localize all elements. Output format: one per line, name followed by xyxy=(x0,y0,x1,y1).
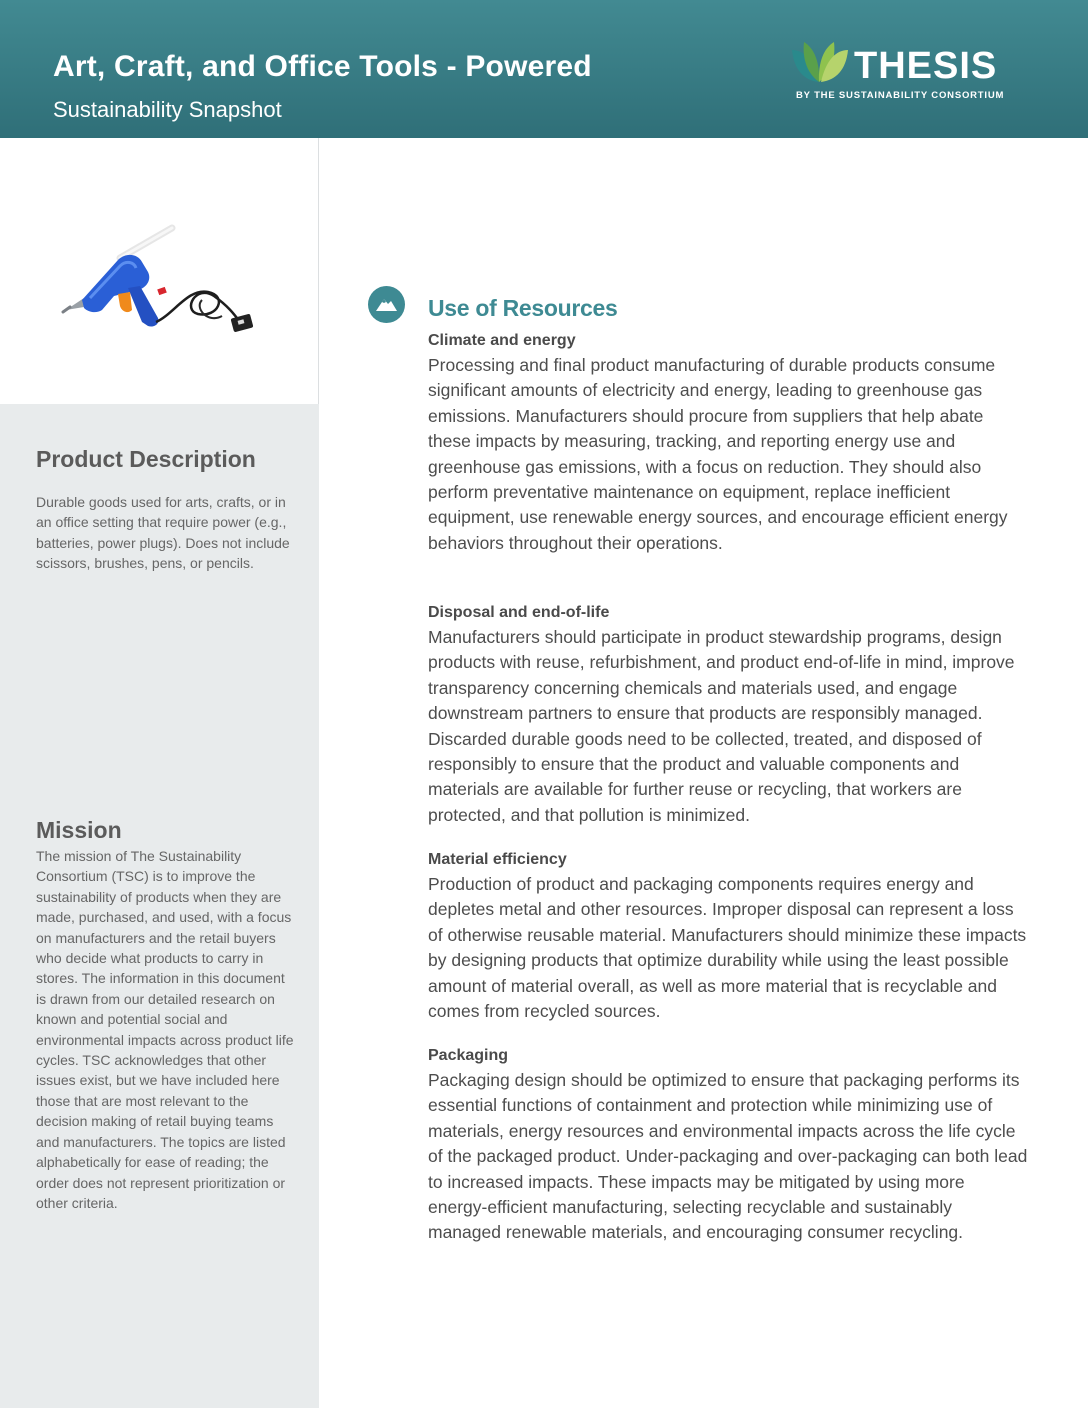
topic-heading: Disposal and end-of-life xyxy=(428,604,610,621)
topic-heading: Material efficiency xyxy=(428,851,567,868)
page-subtitle: Sustainability Snapshot xyxy=(53,97,282,122)
mountain-icon xyxy=(368,286,405,323)
hot-glue-gun-image xyxy=(58,218,258,348)
page-title: Art, Craft, and Office Tools - Powered xyxy=(53,50,592,83)
topic-climate-energy xyxy=(428,331,1028,556)
header-banner xyxy=(0,0,1088,138)
logo-tagline: BY THE SUSTAINABILITY CONSORTIUM xyxy=(796,90,1005,101)
mission-text: The mission of The Sustainability Consortium (TSC) is to improve the sustainability of products when they are made, purchased, and used, with a focus on manufacturers and the retail buyers who decide what products to carry in stores. The information in this document is drawn from our detailed research on known and potential social and environmental impacts across product life cycles. TSC acknowledges that other issues exist, but we have included here those that are most relevant to the decision making of retail buying teams and manufacturers. The topics are listed alphabetically for ease of reading; the order does not represent prioritization or other criteria. xyxy=(36,848,294,1211)
topic-heading: Packaging xyxy=(428,1047,509,1064)
product-description-text: Durable goods used for arts, crafts, or in an office setting that require power (e.g., batteries, power plugs). Does not include scissors, brushes, pens, or pencils. xyxy=(36,494,290,572)
topic-heading: Climate and energy xyxy=(428,332,576,349)
topic-body: Packaging design should be optimized to ensure that packaging performs its essential functions of containment and protection while minimizing use of materials, energy resources and environmental impacts across the life cycle of the packaged product. Under-packaging and over-packaging can both lead to increased impacts. These impacts may be mitigated by using more energy-efficient manufacturing, selecting recyclable and sustainably managed renewable materials, and encouraging consumer recycling. xyxy=(428,1070,1028,1243)
logo-wordmark: THESIS xyxy=(854,45,998,87)
topic-disposal xyxy=(428,603,1028,828)
topic-material-efficiency xyxy=(428,850,1028,1024)
column-divider xyxy=(318,138,319,404)
section-title: Use of Resources xyxy=(428,295,618,321)
topic-body: Production of product and packaging components requires energy and depletes metal and other resources. Improper disposal can represent a loss of otherwise reusable material. Manufacturers should minimize these impacts by designing products that optimize durability while using the least possible amount of material overall, as well as more material that is recyclable and comes from recycled sources. xyxy=(428,874,1027,1022)
topic-packaging xyxy=(428,1046,1028,1246)
mission-heading: Mission xyxy=(36,817,122,843)
lotus-leaf-icon xyxy=(790,36,852,86)
topic-body: Manufacturers should participate in product stewardship programs, design products with reuse, refurbishment, and product end-of-life in mind, improve transparency concerning chemicals and materials used, and engage downstream partners to ensure that products are responsibly managed. Discarded durable goods need to be collected, treated, and disposed of responsibly to ensure that the product and valuable components and materials are available for further reuse or recycling, that workers are protected, and that pollution is minimized. xyxy=(428,627,1015,825)
thesis-logo xyxy=(790,36,1030,106)
topic-body: Processing and final product manufacturing of durable products consume significant amounts of electricity and energy, leading to greenhouse gas emissions. Manufacturers should procure from suppliers that help abate these impacts by measuring, tracking, and reporting energy use and greenhouse gas emissions, with a focus on reduction. They should also perform preventative maintenance on equipment, replace inefficient equipment, use renewable energy sources, and encourage efficient energy behaviors throughout their operations. xyxy=(428,355,1008,553)
product-description-heading: Product Description xyxy=(36,446,256,472)
